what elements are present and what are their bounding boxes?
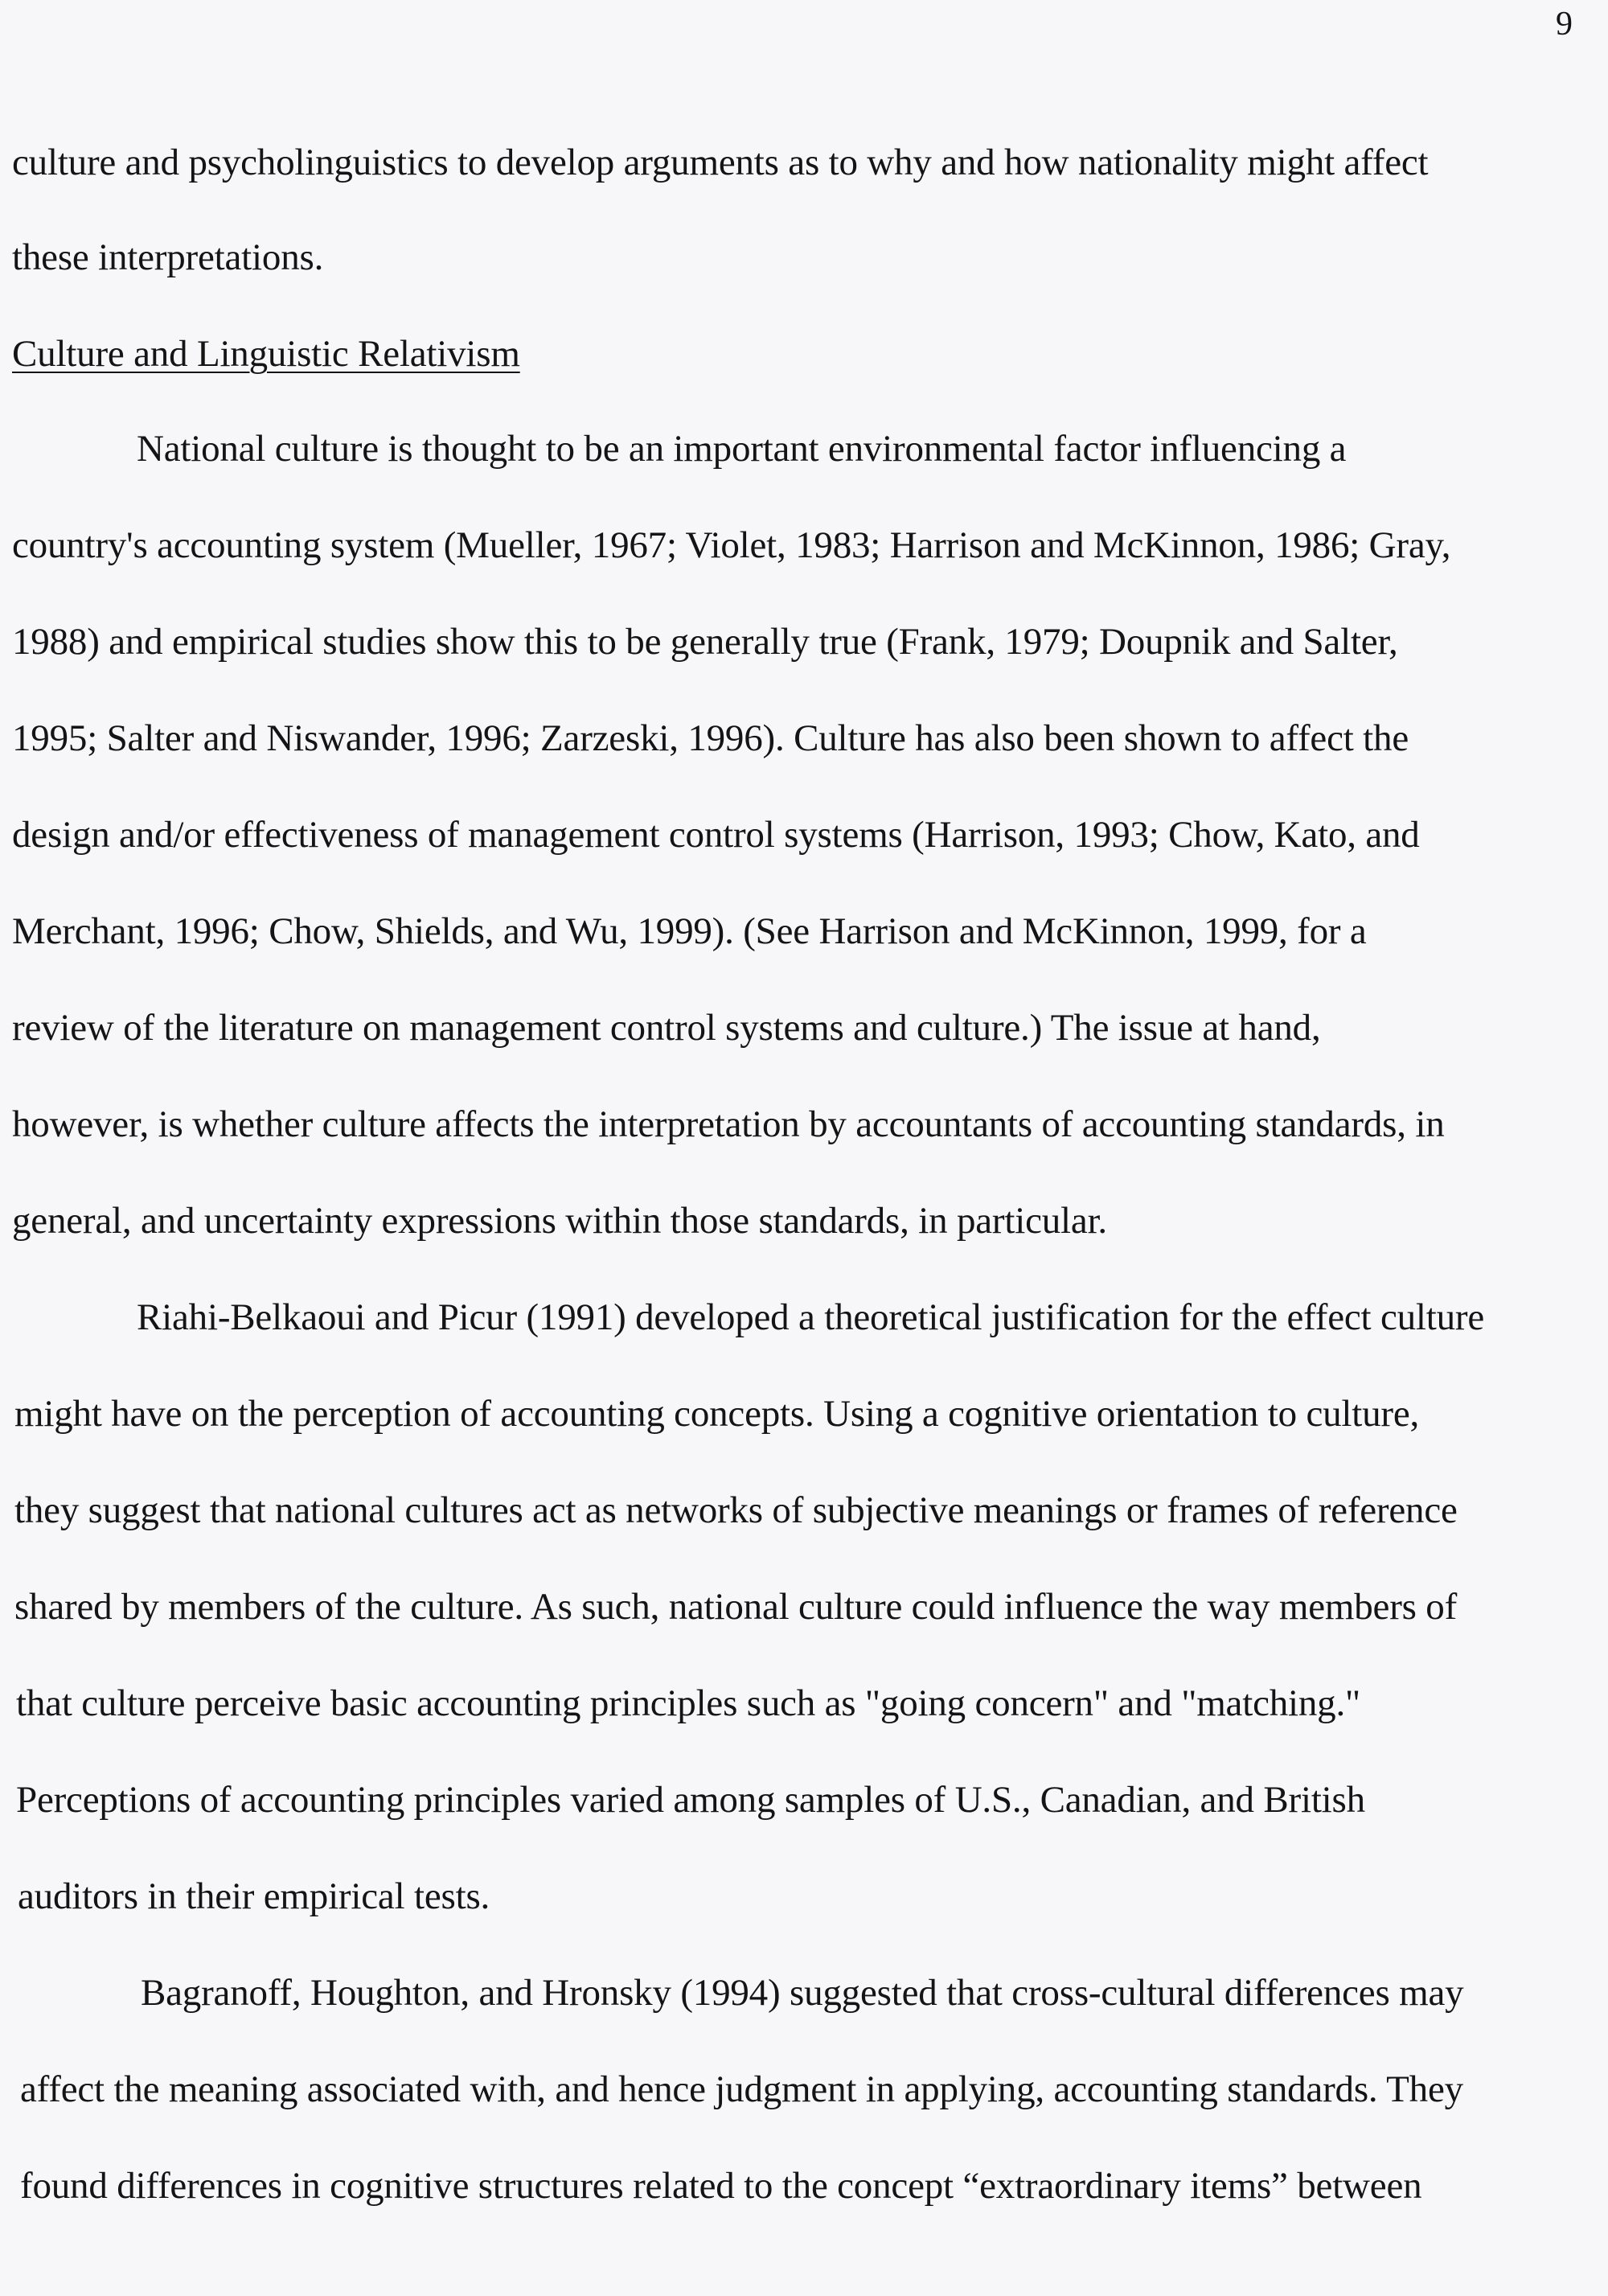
- body-line: 1995; Salter and Niswander, 1996; Zarzeski, 1996). Culture has also been shown to affect the: [12, 717, 1409, 759]
- body-line: these interpretations.: [12, 236, 324, 278]
- body-line: National culture is thought to be an important environmental factor influencing a: [137, 428, 1347, 470]
- body-line: country's accounting system (Mueller, 1967; Violet, 1983; Harrison and McKinnon, 1986; Gray,: [12, 524, 1451, 566]
- body-line: 1988) and empirical studies show this to be generally true (Frank, 1979; Doupnik and Salter,: [12, 621, 1398, 663]
- body-line: auditors in their empirical tests.: [18, 1875, 490, 1917]
- body-line: Perceptions of accounting principles varied among samples of U.S., Canadian, and British: [16, 1779, 1365, 1821]
- page-number: 9: [1556, 6, 1573, 43]
- body-line: shared by members of the culture. As such, national culture could influence the way members of: [14, 1586, 1458, 1628]
- body-line: affect the meaning associated with, and hence judgment in applying, accounting standards. They: [20, 2068, 1463, 2110]
- body-line: Merchant, 1996; Chow, Shields, and Wu, 1999). (See Harrison and McKinnon, 1999, for a: [12, 910, 1367, 952]
- body-line: found differences in cognitive structures related to the concept “extraordinary items” between: [20, 2165, 1422, 2207]
- body-line: general, and uncertainty expressions within those standards, in particular.: [12, 1200, 1107, 1242]
- body-line: design and/or effectiveness of management control systems (Harrison, 1993; Chow, Kato, and: [12, 814, 1420, 856]
- body-line: culture and psycholinguistics to develop arguments as to why and how nationality might affect: [12, 142, 1429, 183]
- body-line: review of the literature on management control systems and culture.) The issue at hand,: [12, 1007, 1321, 1049]
- body-line: they suggest that national cultures act as networks of subjective meanings or frames of reference: [14, 1489, 1458, 1531]
- body-line: that culture perceive basic accounting principles such as "going concern" and "matching.": [16, 1682, 1361, 1724]
- section-heading: Culture and Linguistic Relativism: [12, 333, 520, 375]
- body-line: Bagranoff, Houghton, and Hronsky (1994) suggested that cross-cultural differences may: [141, 1972, 1464, 2014]
- body-line: Riahi-Belkaoui and Picur (1991) developed a theoretical justification for the effect culture: [137, 1296, 1485, 1338]
- body-line: might have on the perception of accounting concepts. Using a cognitive orientation to culture,: [14, 1393, 1420, 1435]
- body-line: however, is whether culture affects the interpretation by accountants of accounting standards, in: [12, 1103, 1445, 1145]
